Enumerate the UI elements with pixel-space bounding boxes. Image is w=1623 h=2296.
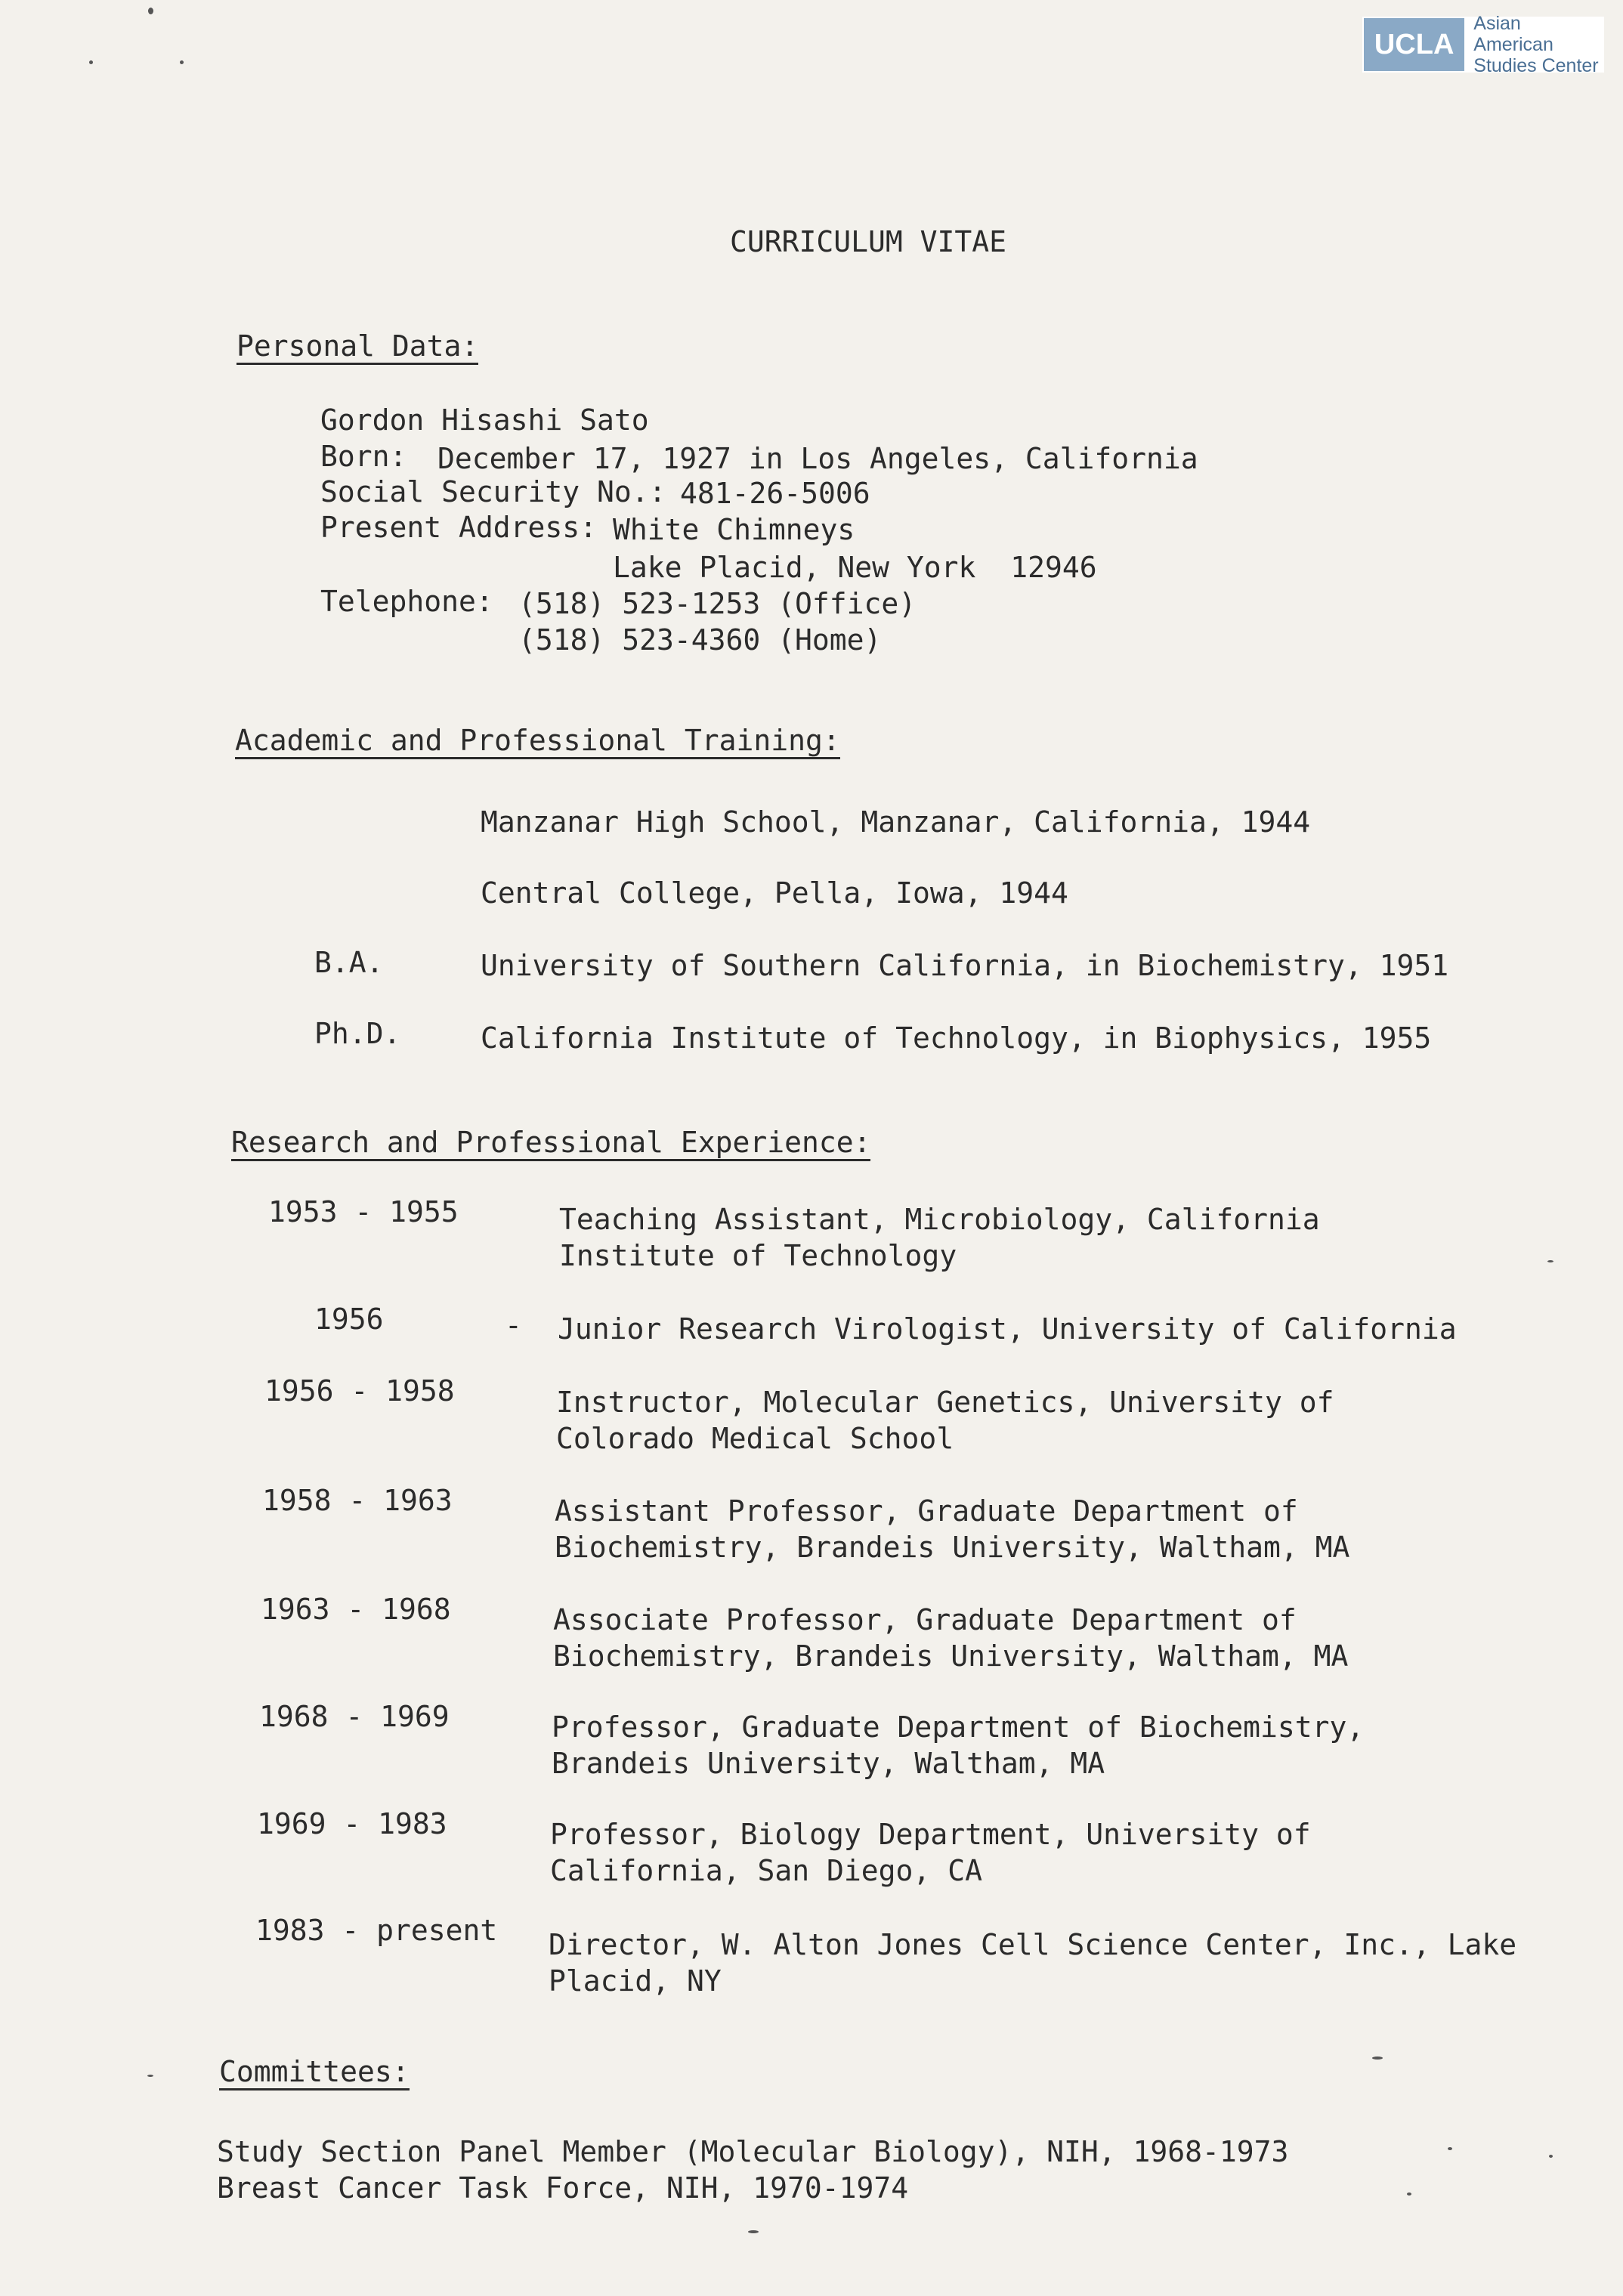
experience-7-line-1: Professor, Biology Department, University of (550, 1818, 1311, 1851)
experience-6-line-2: Brandeis University, Waltham, MA (552, 1747, 1105, 1780)
experience-1-years: 1953 - 1955 (268, 1195, 459, 1228)
experience-4-description (555, 1493, 1349, 1565)
scan-speck (1549, 2155, 1553, 2158)
experience-8-line-1: Director, W. Alton Jones Cell Science Center, Inc., Lake (549, 1928, 1517, 1961)
ucla-logo (1362, 13, 1604, 76)
telephone-office: (518) 523-1253 (Office) (518, 587, 917, 620)
scan-speck (748, 2230, 759, 2233)
ssn-value: 481-26-5006 (680, 477, 870, 510)
scan-speck (1448, 2147, 1452, 2150)
experience-3-years: 1956 - 1958 (264, 1374, 455, 1408)
scan-speck (89, 60, 93, 64)
address-label: Present Address: (320, 511, 598, 544)
training-item-4-degree: Ph.D. (314, 1017, 401, 1050)
experience-4-years: 1958 - 1963 (262, 1484, 453, 1517)
training-item-4-text: California Institute of Technology, in Biophysics, 1955 (481, 1021, 1432, 1055)
committees-heading: Committees: (219, 2055, 410, 2091)
experience-8-years: 1983 - present (255, 1914, 498, 1947)
experience-5-years: 1963 - 1968 (261, 1593, 451, 1626)
committees-list (217, 2134, 1288, 2206)
committee-item-2: Breast Cancer Task Force, NIH, 1970-1974 (217, 2171, 909, 2205)
address-line-2: Lake Placid, New York 12946 (613, 551, 1097, 584)
logo-text (1473, 13, 1604, 76)
scan-speck (1407, 2192, 1411, 2196)
scan-speck (148, 8, 153, 14)
experience-7-years: 1969 - 1983 (257, 1807, 447, 1840)
experience-8-line-2: Placid, NY (549, 1964, 722, 1998)
experience-7-description (550, 1816, 1311, 1889)
scan-speck (180, 60, 184, 64)
experience-2-years: 1956 (314, 1303, 384, 1336)
experience-8-description (549, 1927, 1516, 1999)
experience-4-line-2: Biochemistry, Brandeis University, Waltham, MA (555, 1531, 1350, 1564)
person-name: Gordon Hisashi Sato (320, 403, 649, 437)
experience-1-line-2: Institute of Technology (559, 1239, 957, 1272)
experience-6-years: 1968 - 1969 (259, 1700, 450, 1733)
born-value: December 17, 1927 in Los Angeles, California (437, 442, 1198, 475)
experience-4-line-1: Assistant Professor, Graduate Department of (555, 1494, 1298, 1528)
experience-3-line-2: Colorado Medical School (556, 1422, 954, 1455)
telephone-label: Telephone: (320, 585, 493, 618)
experience-5-line-1: Associate Professor, Graduate Department of (553, 1603, 1297, 1636)
logo-line-1: Asian American (1473, 13, 1553, 55)
experience-1-line-1: Teaching Assistant, Microbiology, California (559, 1203, 1320, 1236)
training-item-3-text: University of Southern California, in Biochemistry, 1951 (481, 949, 1449, 982)
training-item-3-degree: B.A. (314, 946, 384, 979)
logo-line-2: Studies Center (1473, 55, 1599, 76)
experience-2-dash: - (505, 1309, 522, 1342)
experience-1-description (559, 1201, 1320, 1274)
experience-5-line-2: Biochemistry, Brandeis University, Waltham, MA (553, 1639, 1349, 1673)
experience-3-description (556, 1384, 1334, 1457)
ssn-label: Social Security No.: (320, 475, 666, 508)
scan-speck (1547, 1260, 1553, 1262)
experience-5-description (553, 1602, 1348, 1674)
experience-2-line-1: Junior Research Virologist, University of California (558, 1312, 1457, 1346)
experience-2-description (558, 1311, 1457, 1347)
document-title: CURRICULUM VITAE (730, 225, 1007, 258)
experience-heading: Research and Professional Experience: (231, 1126, 870, 1161)
training-item-2-text: Central College, Pella, Iowa, 1944 (481, 876, 1068, 910)
training-heading: Academic and Professional Training: (235, 724, 840, 759)
experience-3-line-1: Instructor, Molecular Genetics, University of (556, 1386, 1334, 1419)
telephone-home: (518) 523-4360 (Home) (518, 623, 882, 657)
scan-speck (147, 2075, 153, 2077)
experience-6-description (552, 1709, 1364, 1781)
committee-item-1: Study Section Panel Member (Molecular Biology), NIH, 1968-1973 (217, 2135, 1289, 2168)
scan-speck (1372, 2057, 1383, 2060)
experience-7-line-2: California, San Diego, CA (550, 1854, 982, 1887)
experience-6-line-1: Professor, Graduate Department of Biochemistry, (552, 1710, 1365, 1744)
training-item-1-text: Manzanar High School, Manzanar, California, 1944 (481, 805, 1311, 839)
born-label: Born: (320, 440, 407, 473)
personal-data-heading: Personal Data: (236, 329, 478, 365)
address-line-1: White Chimneys (613, 513, 855, 546)
logo-mark: UCLA (1364, 18, 1464, 71)
